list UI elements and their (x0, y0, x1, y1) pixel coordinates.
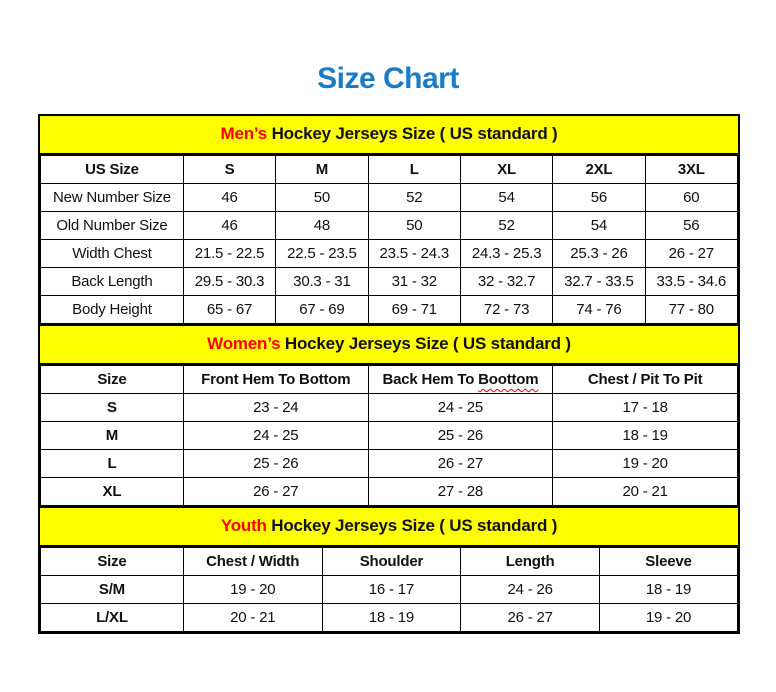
womens-row-label: M (41, 422, 184, 450)
mens-row-label: Body Height (41, 296, 184, 324)
mens-table-cell: 50 (276, 184, 368, 212)
size-chart-tables (38, 114, 740, 634)
youth-header-cell: Size (41, 548, 184, 576)
womens-table (40, 365, 738, 506)
mens-table-cell: 31 - 32 (368, 268, 460, 296)
mens-table-row (41, 184, 738, 212)
youth-table-cell: 24 - 26 (461, 576, 600, 604)
mens-table-cell: 56 (553, 184, 645, 212)
mens-row-label: Old Number Size (41, 212, 184, 240)
mens-header-row (41, 156, 738, 184)
mens-table-row (41, 240, 738, 268)
womens-header-cell: Size (41, 366, 184, 394)
mens-table-cell: 60 (645, 184, 737, 212)
womens-header-cell: Chest / Pit To Pit (553, 366, 738, 394)
mens-table-row (41, 268, 738, 296)
youth-header-cell: Length (461, 548, 600, 576)
youth-row-label: S/M (41, 576, 184, 604)
womens-header-row (41, 366, 738, 394)
youth-header-cell: Chest / Width (183, 548, 322, 576)
mens-table-cell: 46 (183, 184, 275, 212)
womens-row-label: XL (41, 478, 184, 506)
womens-table-cell: 24 - 25 (368, 394, 553, 422)
mens-table-cell: 54 (553, 212, 645, 240)
mens-row-label: Back Length (41, 268, 184, 296)
womens-table-cell: 25 - 26 (368, 422, 553, 450)
womens-table-cell: 23 - 24 (183, 394, 368, 422)
youth-band-highlight: Youth (220, 516, 267, 535)
womens-header-cell: Front Hem To Bottom (183, 366, 368, 394)
mens-table-cell: 72 - 73 (460, 296, 552, 324)
mens-table-cell: 74 - 76 (553, 296, 645, 324)
womens-table-row (41, 478, 738, 506)
mens-header-cell: 3XL (645, 156, 737, 184)
page-title: Size Chart (317, 62, 459, 95)
womens-table-row (41, 394, 738, 422)
mens-table-cell: 21.5 - 22.5 (183, 240, 275, 268)
mens-table (40, 155, 738, 324)
youth-table-cell: 18 - 19 (599, 576, 737, 604)
mens-table-cell: 56 (645, 212, 737, 240)
mens-table-cell: 65 - 67 (183, 296, 275, 324)
youth-table-cell: 19 - 20 (183, 576, 322, 604)
womens-table-cell: 19 - 20 (553, 450, 738, 478)
misspelled-word: Boottom (478, 371, 539, 388)
youth-header-cell: Sleeve (599, 548, 737, 576)
mens-table-row (41, 296, 738, 324)
youth-table-cell: 26 - 27 (461, 604, 600, 632)
mens-header-cell: 2XL (553, 156, 645, 184)
womens-table-cell: 27 - 28 (368, 478, 553, 506)
womens-table-cell: 17 - 18 (553, 394, 738, 422)
mens-table-cell: 26 - 27 (645, 240, 737, 268)
womens-table-row (41, 422, 738, 450)
mens-table-cell: 69 - 71 (368, 296, 460, 324)
mens-header-cell: XL (460, 156, 552, 184)
womens-header-cell: Back Hem To Boottom (368, 366, 553, 394)
womens-band-highlight: Women’s (207, 334, 281, 353)
mens-row-label: Width Chest (41, 240, 184, 268)
mens-table-cell: 77 - 80 (645, 296, 737, 324)
youth-table-cell: 19 - 20 (599, 604, 737, 632)
mens-table-cell: 25.3 - 26 (553, 240, 645, 268)
mens-row-label: New Number Size (41, 184, 184, 212)
mens-table-cell: 48 (276, 212, 368, 240)
womens-table-cell: 26 - 27 (368, 450, 553, 478)
mens-table-cell: 67 - 69 (276, 296, 368, 324)
mens-header-cell: L (368, 156, 460, 184)
womens-band: Women’s Hockey Jerseys Size ( US standard ) (40, 324, 738, 365)
womens-row-label: S (41, 394, 184, 422)
womens-table-cell: 24 - 25 (183, 422, 368, 450)
womens-table-cell: 26 - 27 (183, 478, 368, 506)
womens-table-cell: 18 - 19 (553, 422, 738, 450)
youth-row-label: L/XL (41, 604, 184, 632)
youth-table-cell: 20 - 21 (183, 604, 322, 632)
mens-table-cell: 54 (460, 184, 552, 212)
youth-header-cell: Shoulder (322, 548, 461, 576)
mens-table-cell: 30.3 - 31 (276, 268, 368, 296)
mens-table-cell: 50 (368, 212, 460, 240)
womens-table-cell: 25 - 26 (183, 450, 368, 478)
womens-table-cell: 20 - 21 (553, 478, 738, 506)
mens-table-cell: 52 (368, 184, 460, 212)
mens-table-cell: 46 (183, 212, 275, 240)
youth-table-row (41, 576, 738, 604)
mens-table-cell: 23.5 - 24.3 (368, 240, 460, 268)
womens-table-row (41, 450, 738, 478)
mens-table-row (41, 212, 738, 240)
mens-table-cell: 52 (460, 212, 552, 240)
womens-row-label: L (41, 450, 184, 478)
youth-header-row (41, 548, 738, 576)
mens-table-cell: 29.5 - 30.3 (183, 268, 275, 296)
mens-table-cell: 24.3 - 25.3 (460, 240, 552, 268)
mens-band-highlight: Men’s (220, 124, 268, 143)
youth-band: Youth Hockey Jerseys Size ( US standard ) (40, 506, 738, 547)
mens-header-cell: US Size (41, 156, 184, 184)
youth-table-row (41, 604, 738, 632)
youth-table (40, 547, 738, 632)
mens-table-cell: 22.5 - 23.5 (276, 240, 368, 268)
mens-header-cell: S (183, 156, 275, 184)
youth-table-cell: 16 - 17 (322, 576, 461, 604)
youth-table-cell: 18 - 19 (322, 604, 461, 632)
mens-table-cell: 33.5 - 34.6 (645, 268, 737, 296)
mens-table-cell: 32.7 - 33.5 (553, 268, 645, 296)
mens-table-cell: 32 - 32.7 (460, 268, 552, 296)
mens-header-cell: M (276, 156, 368, 184)
mens-band: Men’s Hockey Jerseys Size ( US standard ) (40, 116, 738, 155)
